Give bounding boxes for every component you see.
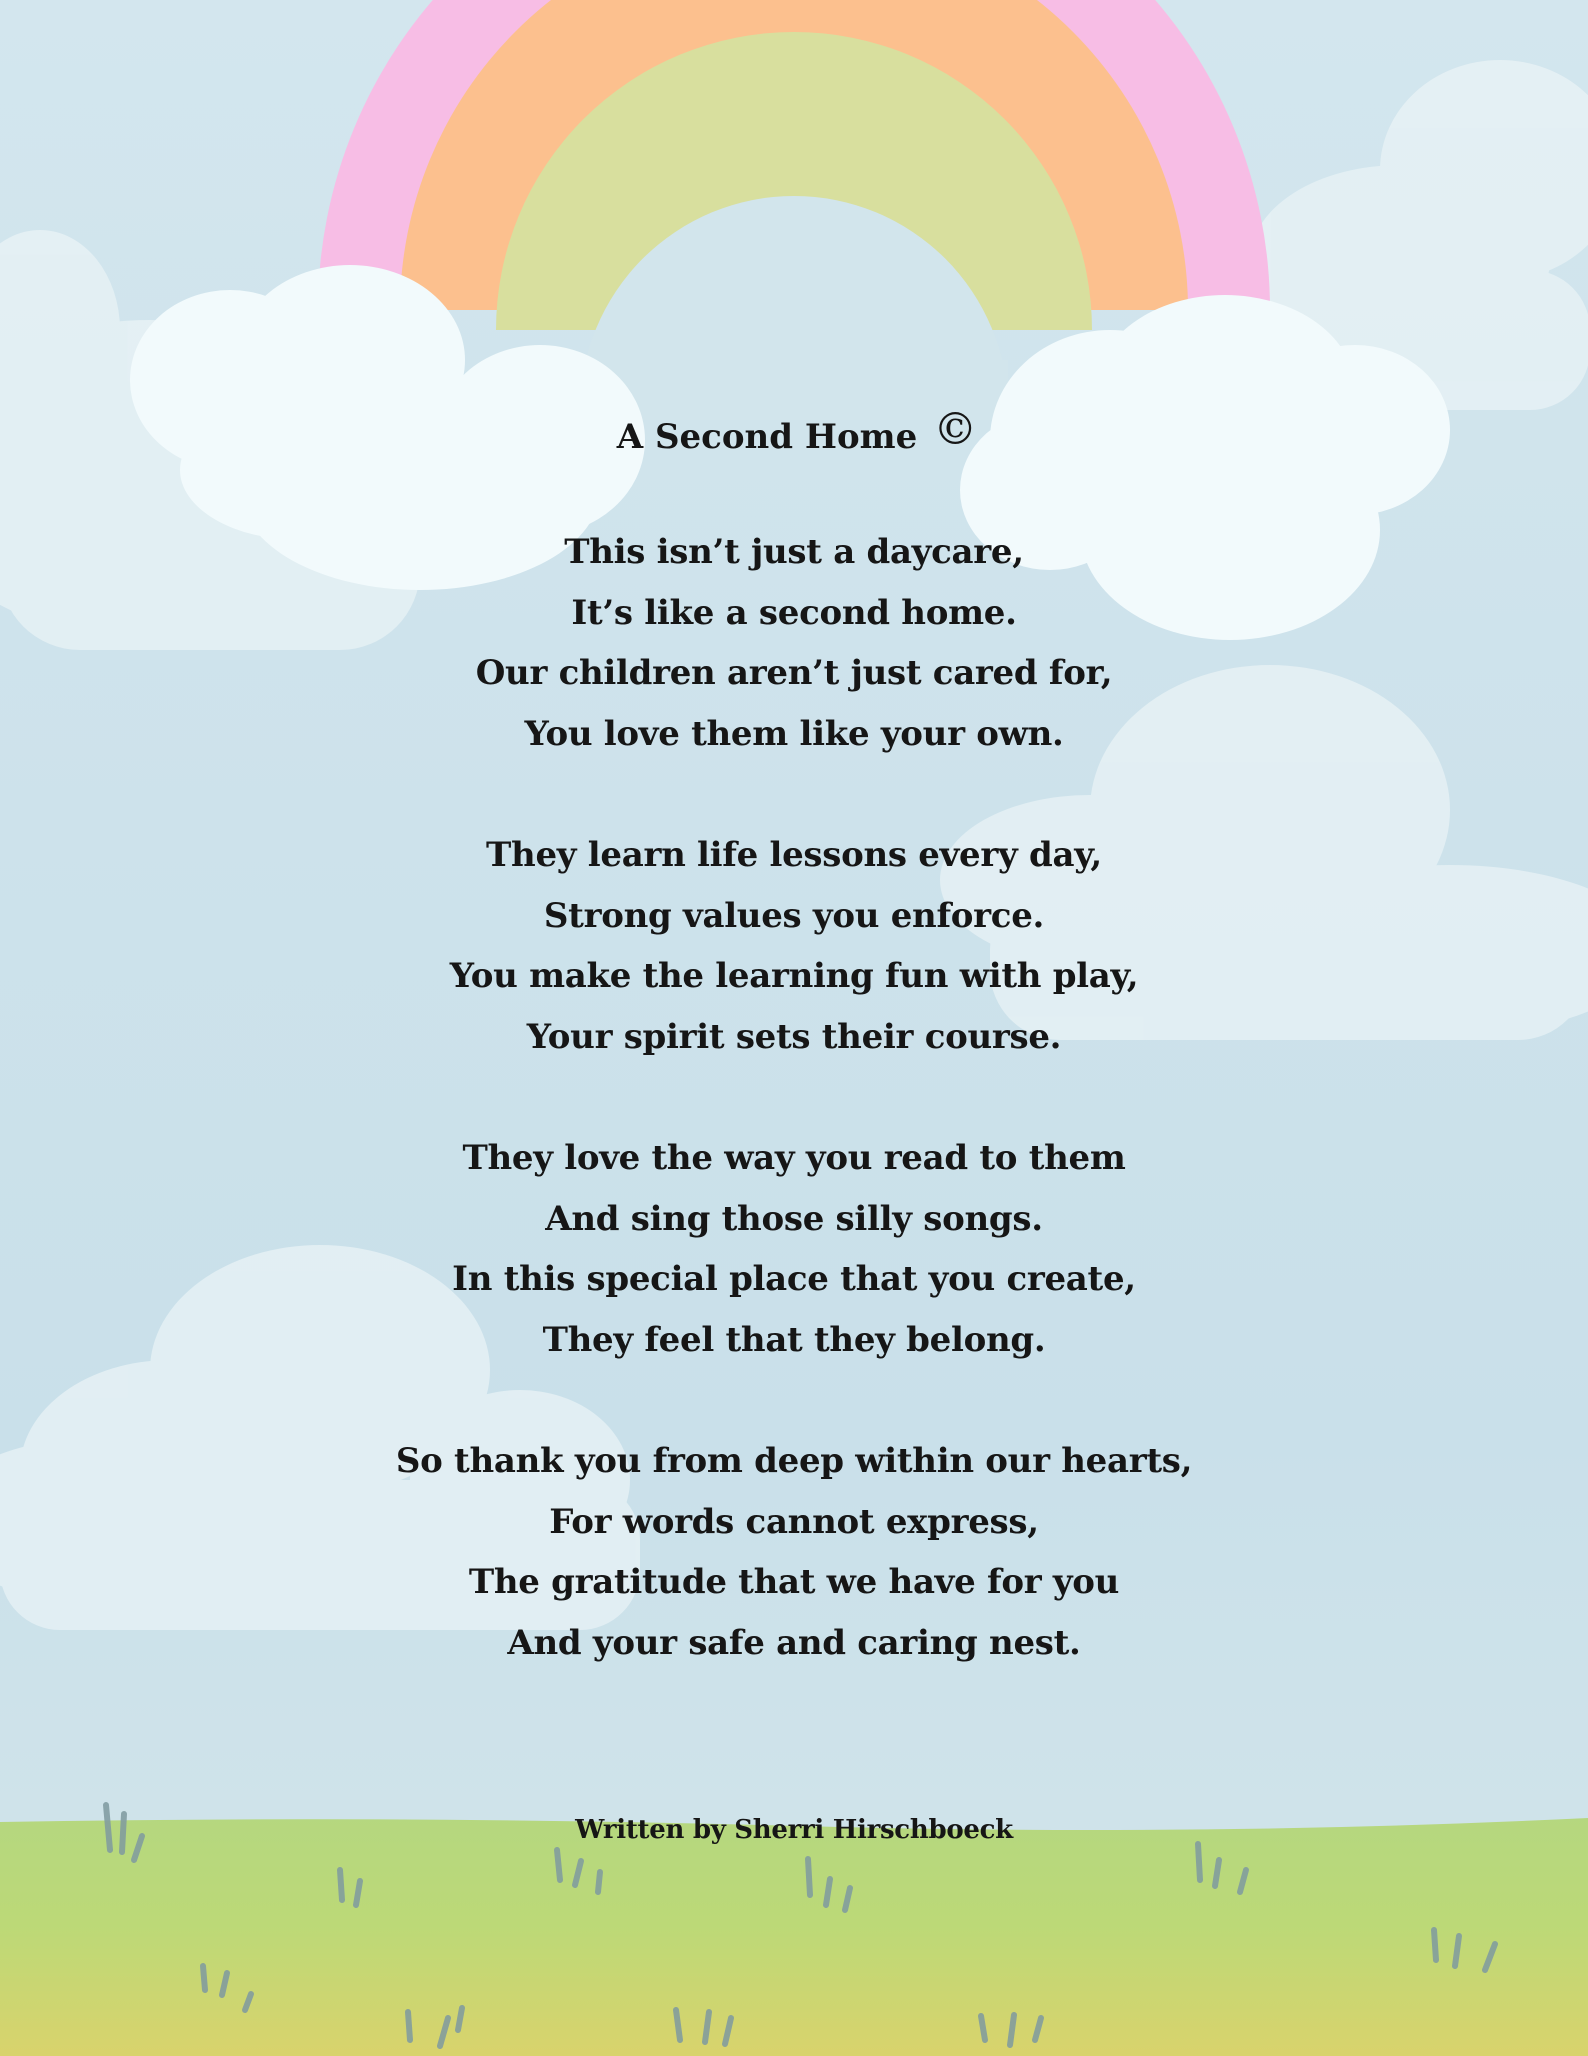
poem-line: You love them like your own. [524, 713, 1064, 754]
poem-line: And your safe and caring nest. [507, 1622, 1081, 1663]
stanza [0, 1431, 1588, 1673]
poem-line: It’s like a second home. [571, 592, 1017, 633]
poem-line: They feel that they belong. [542, 1319, 1046, 1360]
poem [0, 395, 1588, 1734]
poem-title: A Second Home [616, 417, 918, 457]
poem-line: And sing those silly songs. [545, 1198, 1043, 1239]
poem-line: So thank you from deep within our hearts, [395, 1441, 1193, 1481]
poem-line: This isn’t just a daycare, [564, 532, 1024, 572]
poem-line: Strong values you enforce. [543, 895, 1045, 936]
poem-line: Your spirit sets their course. [526, 1016, 1062, 1057]
copyright-symbol: © [933, 404, 978, 455]
author-credit: Written by Sherri Hirschboeck [575, 1815, 1013, 1845]
stanza [0, 825, 1588, 1067]
poem-line: In this special place that you create, [452, 1259, 1136, 1299]
poem-line: Our children aren’t just cared for, [475, 653, 1113, 693]
poem-title-row [0, 395, 1588, 472]
poem-line: For words cannot express, [549, 1501, 1039, 1542]
stanza [0, 1128, 1588, 1370]
poem-line: They learn life lessons every day, [486, 835, 1102, 875]
poem-line: You make the learning fun with play, [449, 956, 1139, 996]
stanza [0, 522, 1588, 764]
poem-line: They love the way you read to them [462, 1138, 1126, 1178]
poem-line: The gratitude that we have for you [468, 1562, 1120, 1602]
